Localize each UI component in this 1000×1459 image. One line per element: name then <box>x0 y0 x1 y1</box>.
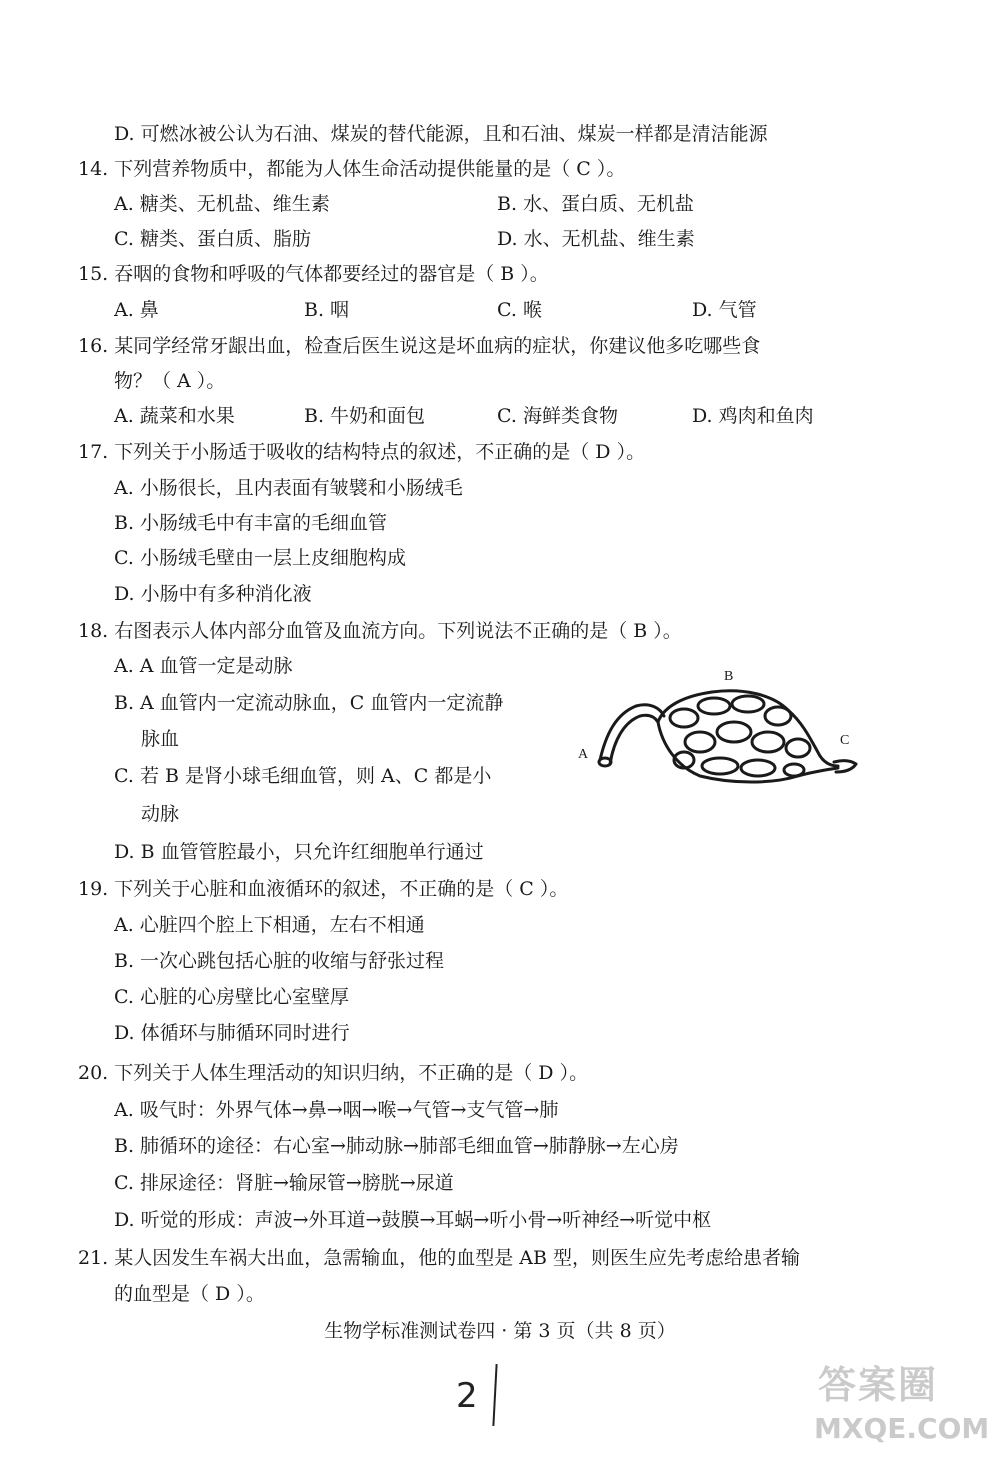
q15-option-a: A. 鼻 <box>114 299 159 321</box>
capillary-loop <box>765 707 791 725</box>
q14-stem: 14. 下列营养物质中，都能为人体生命活动提供能量的是（ C ）。 <box>78 158 626 180</box>
q19-option-c: C. 心脏的心房壁比心室壁厚 <box>114 986 349 1008</box>
capillary-loop <box>784 764 804 776</box>
q16-option-b: B. 牛奶和面包 <box>304 405 426 427</box>
diagram-label-a: A <box>578 747 589 762</box>
q18-option-a: A. A 血管一定是动脉 <box>114 655 293 677</box>
q14-option-b: B. 水、蛋白质、无机盐 <box>497 193 695 215</box>
q13-option-d: D. 可燃冰被公认为石油、煤炭的替代能源，且和石油、煤炭一样都是清洁能源 <box>114 123 768 145</box>
capillary-loop <box>698 698 730 714</box>
q18-option-b-line2: 脉血 <box>141 728 180 750</box>
blood-vessel-diagram <box>572 662 862 792</box>
q19-option-b: B. 一次心跳包括心脏的收缩与舒张过程 <box>114 950 445 972</box>
capillary-loop <box>786 739 810 757</box>
q17-option-d: D. 小肠中有多种消化液 <box>114 583 312 605</box>
q18-option-d: D. B 血管管腔最小，只允许红细胞单行通过 <box>114 841 484 863</box>
q21-stem-line2: 的血型是（ D ）。 <box>114 1283 265 1305</box>
q18-option-b-line1: B. A 血管内一定流动脉血，C 血管内一定流静 <box>114 692 504 714</box>
q16-stem-line2: 物？（ A ）。 <box>114 370 226 392</box>
diagram-label-b: B <box>724 669 734 684</box>
diagram-label-c: C <box>840 733 850 748</box>
q19-option-a: A. 心脏四个腔上下相通，左右不相通 <box>114 914 425 936</box>
q18-stem: 18. 右图表示人体内部分血管及血流方向。下列说法不正确的是（ B ）。 <box>78 620 682 642</box>
handwritten-page-number: 2 <box>456 1376 478 1416</box>
q15-stem: 15. 吞咽的食物和呼吸的气体都要经过的器官是（ B ）。 <box>78 263 549 285</box>
vessel-a-outer-wall <box>600 705 664 760</box>
q20-option-c: C. 排尿途径：肾脏→输尿管→膀胱→尿道 <box>114 1172 454 1194</box>
q16-stem-line1: 16. 某同学经常牙龈出血，检查后医生说这是坏血病的症状，你建议他多吃哪些食 <box>78 335 761 357</box>
capillary-loop <box>741 760 775 776</box>
q15-option-c: C. 喉 <box>497 299 542 321</box>
capillary-loop <box>752 732 784 752</box>
handwritten-stroke <box>492 1364 497 1426</box>
q17-option-c: C. 小肠绒毛壁由一层上皮细胞构成 <box>114 547 406 569</box>
q20-stem: 20. 下列关于人体生理活动的知识归纳，不正确的是（ D ）。 <box>78 1062 589 1084</box>
q20-option-d: D. 听觉的形成：声波→外耳道→鼓膜→耳蜗→听小骨→听神经→听觉中枢 <box>114 1209 712 1231</box>
q21-stem-line1: 21. 某人因发生车祸大出血，急需输血，他的血型是 AB 型，则医生应先考虑给患者输 <box>78 1247 801 1269</box>
capillary-loop <box>732 696 764 712</box>
q20-option-b: B. 肺循环的途径：右心室→肺动脉→肺部毛细血管→肺静脉→左心房 <box>114 1135 679 1157</box>
q18-option-c-line2: 动脉 <box>141 803 180 825</box>
q17-option-b: B. 小肠绒毛中有丰富的毛细血管 <box>114 512 388 534</box>
q14-option-c: C. 糖类、蛋白质、脂肪 <box>114 228 311 250</box>
q15-option-d: D. 气管 <box>692 299 757 321</box>
q19-option-d: D. 体循环与肺循环同时进行 <box>114 1022 350 1044</box>
q16-option-c: C. 海鲜类食物 <box>497 405 618 427</box>
watermark-logo-text: 答案圈 <box>818 1363 939 1407</box>
q14-option-a: A. 糖类、无机盐、维生素 <box>114 193 330 215</box>
page-footer: 生物学标准测试卷四 · 第 3 页（共 8 页） <box>324 1320 676 1342</box>
q15-option-b: B. 咽 <box>304 299 350 321</box>
watermark-url: MXQE.COM <box>814 1412 990 1445</box>
watermark <box>810 1350 990 1450</box>
capillary-loop <box>685 732 715 752</box>
capillary-loop <box>702 758 738 774</box>
q19-stem: 19. 下列关于心脏和血液循环的叙述，不正确的是（ C ）。 <box>78 878 569 900</box>
q18-option-c-line1: C. 若 B 是肾小球毛细血管，则 A、C 都是小 <box>114 765 492 787</box>
capillary-loop <box>670 709 698 727</box>
q14-option-d: D. 水、无机盐、维生素 <box>497 228 695 250</box>
q17-option-a: A. 小肠很长，且内表面有皱襞和小肠绒毛 <box>114 477 463 499</box>
q16-option-a: A. 蔬菜和水果 <box>114 405 235 427</box>
capillary-loop <box>717 722 751 742</box>
vessel-network <box>599 691 856 782</box>
q20-option-a: A. 吸气时：外界气体→鼻→咽→喉→气管→支气管→肺 <box>114 1099 559 1121</box>
q16-option-d: D. 鸡肉和鱼肉 <box>692 405 814 427</box>
q17-stem: 17. 下列关于小肠适于吸收的结构特点的叙述，不正确的是（ D ）。 <box>78 441 646 463</box>
